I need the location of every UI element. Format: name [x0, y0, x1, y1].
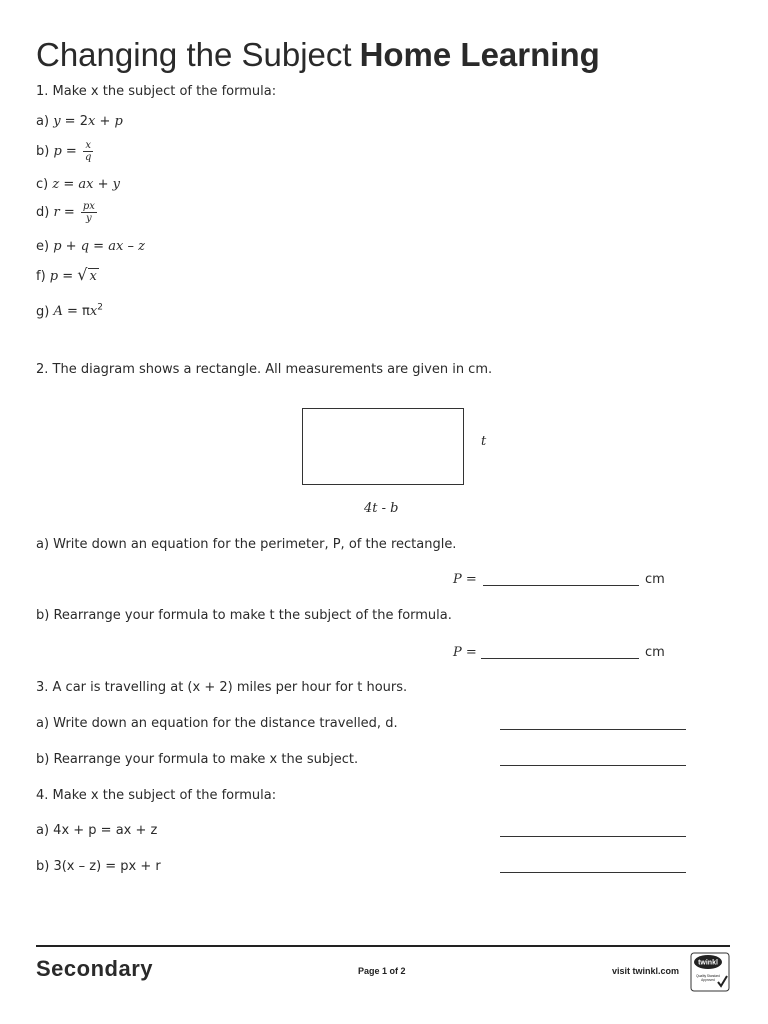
q2a-text: a) Write down an equation for the perimeter, P, of the rectangle.	[36, 537, 457, 552]
q3a-text: a) Write down an equation for the distance travelled, d.	[36, 716, 398, 731]
page-title	[36, 32, 600, 78]
q4-prompt: 4. Make x the subject of the formula:	[36, 788, 277, 803]
q3b-answer-line[interactable]	[500, 765, 686, 766]
math-term: = π	[62, 304, 90, 320]
q4b-answer-line[interactable]	[500, 872, 686, 873]
math-term: =	[59, 177, 79, 192]
math-term: z	[52, 177, 60, 192]
q4a-answer-line[interactable]	[500, 836, 686, 837]
math-term: A	[53, 304, 63, 320]
exponent: 2	[97, 303, 103, 313]
q4a-text: a) 4x + p = ax + z	[36, 823, 158, 838]
q2-prompt: 2. The diagram shows a rectangle. All measurements are given in cm.	[36, 362, 493, 377]
q2a-unit: cm	[645, 572, 665, 587]
site-link[interactable]: visit twinkl.com	[612, 966, 680, 976]
math-term: x	[87, 114, 96, 129]
footer-rule	[36, 945, 730, 947]
rectangle-side-label: t	[481, 434, 487, 449]
math-term: ax	[108, 239, 124, 254]
q3-prompt: 3. A car is travelling at (x + 2) miles per hour for t hours.	[36, 680, 408, 695]
q2b-answer-lhs: P =	[453, 645, 477, 660]
title-bold: Home Learning	[359, 36, 600, 73]
svg-text:Approved: Approved	[701, 978, 715, 982]
title-regular: Changing the Subject	[36, 36, 352, 73]
q2b-text: b) Rearrange your formula to make t the subject of the formula.	[36, 608, 452, 623]
math-term: q	[80, 239, 90, 254]
q1-item-c: c) z = ax + y	[36, 177, 121, 192]
math-term: z	[138, 239, 145, 254]
q1-item-e: e) p + q = ax – z	[36, 239, 145, 254]
math-term: +	[93, 177, 113, 192]
sqrt-symbol: √	[77, 265, 88, 284]
quality-badge-icon	[690, 952, 730, 992]
q4b-text: b) 3(x – z) = px + r	[36, 859, 161, 874]
math-term: =	[89, 239, 109, 254]
q1-item-d: d) r = $\frac{px}{y}$	[36, 201, 95, 224]
q3a-answer-line[interactable]	[500, 729, 686, 730]
q2b-unit: cm	[645, 645, 665, 660]
q2a-answer-lhs: P =	[453, 572, 477, 587]
math-term: +	[95, 114, 115, 129]
fraction: $\frac{px}{y}$	[82, 201, 95, 224]
page-number: Page 1 of 2	[358, 966, 406, 976]
twinkl-logo	[690, 952, 730, 992]
footer-brand: Secondary	[36, 956, 153, 981]
math-term: +	[61, 239, 81, 254]
math-term: y	[53, 114, 61, 129]
math-term: = 2	[60, 114, 88, 129]
math-term: p	[53, 239, 62, 254]
svg-text:twinkl: twinkl	[698, 959, 718, 967]
math-term: x	[89, 304, 98, 320]
q2a-answer-line[interactable]	[483, 585, 639, 586]
q1-item-a: a) y = 2x + p	[36, 114, 123, 129]
rectangle-diagram	[302, 408, 464, 485]
svg-text:Quality Standard: Quality Standard	[696, 974, 720, 978]
q1-prompt: 1. Make x the subject of the formula:	[36, 84, 277, 99]
math-term: y	[112, 177, 121, 192]
q2b-answer-line[interactable]	[481, 658, 639, 659]
q3b-text: b) Rearrange your formula to make x the subject.	[36, 752, 359, 767]
fraction: $\frac{x}{q}$	[84, 140, 92, 163]
q1-item-f: f) p = √ x	[36, 265, 97, 284]
math-term: ax	[78, 177, 94, 192]
math-term: –	[123, 239, 139, 254]
rectangle-bottom-label: 4t - b	[364, 501, 399, 516]
q1-item-g: g) $A = \pi x^2$	[36, 303, 103, 320]
q1-item-b: b) p = $\frac{x}{q}$	[36, 140, 92, 163]
math-term: p	[114, 114, 123, 129]
